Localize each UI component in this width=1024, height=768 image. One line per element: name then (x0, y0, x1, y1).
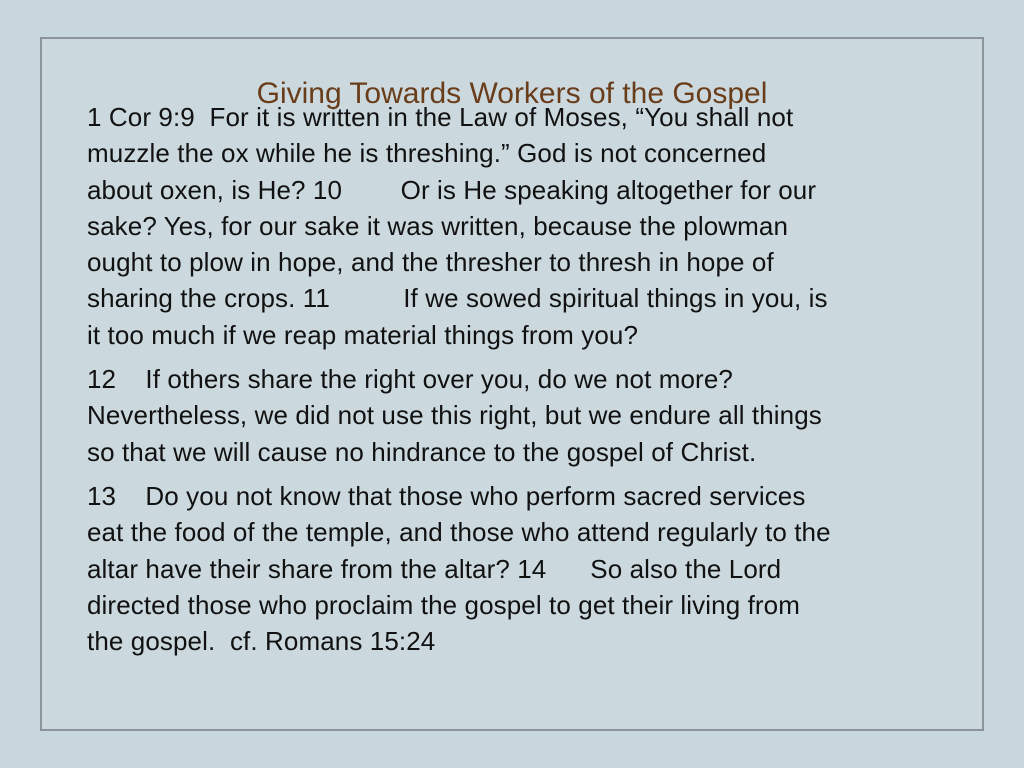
slide-body (87, 99, 967, 667)
text-line: Nevertheless, we did not use this right, but we endure all things (87, 400, 822, 431)
text-line: eat the food of the temple, and those who attend regularly to the (87, 517, 831, 548)
text-line: 12 If others share the right over you, do we not more? (87, 364, 733, 395)
text-line: sharing the crops. 11 If we sowed spiritual things in you, is (87, 283, 828, 314)
text-line: so that we will cause no hindrance to the gospel of Christ. (87, 436, 757, 467)
text-line: about oxen, is He? 10 Or is He speaking altogether for our (87, 174, 817, 205)
text-line: sake? Yes, for our sake it was written, because the plowman (87, 210, 789, 241)
text-line: altar have their share from the altar? 14 So also the Lord (87, 553, 782, 584)
text-line: 13 Do you not know that those who perform sacred services (87, 480, 806, 511)
text-line: muzzle the ox while he is threshing.” God is not concerned (87, 138, 767, 169)
text-line: the gospel. cf. Romans 15:24 (87, 626, 436, 657)
paragraph-1 (87, 99, 967, 353)
slide-title: Giving Towards Workers of the Gospel (256, 77, 768, 110)
text-line: it too much if we reap material things from you? (87, 319, 639, 350)
paragraph-3 (87, 478, 967, 659)
text-line: 1 Cor 9:9 For it is written in the Law of Moses, “You shall not (87, 102, 794, 132)
text-line: directed those who proclaim the gospel to get their living from (87, 589, 800, 620)
text-line: ought to plow in hope, and the thresher to thresh in hope of (87, 247, 774, 278)
paragraph-2 (87, 361, 967, 470)
